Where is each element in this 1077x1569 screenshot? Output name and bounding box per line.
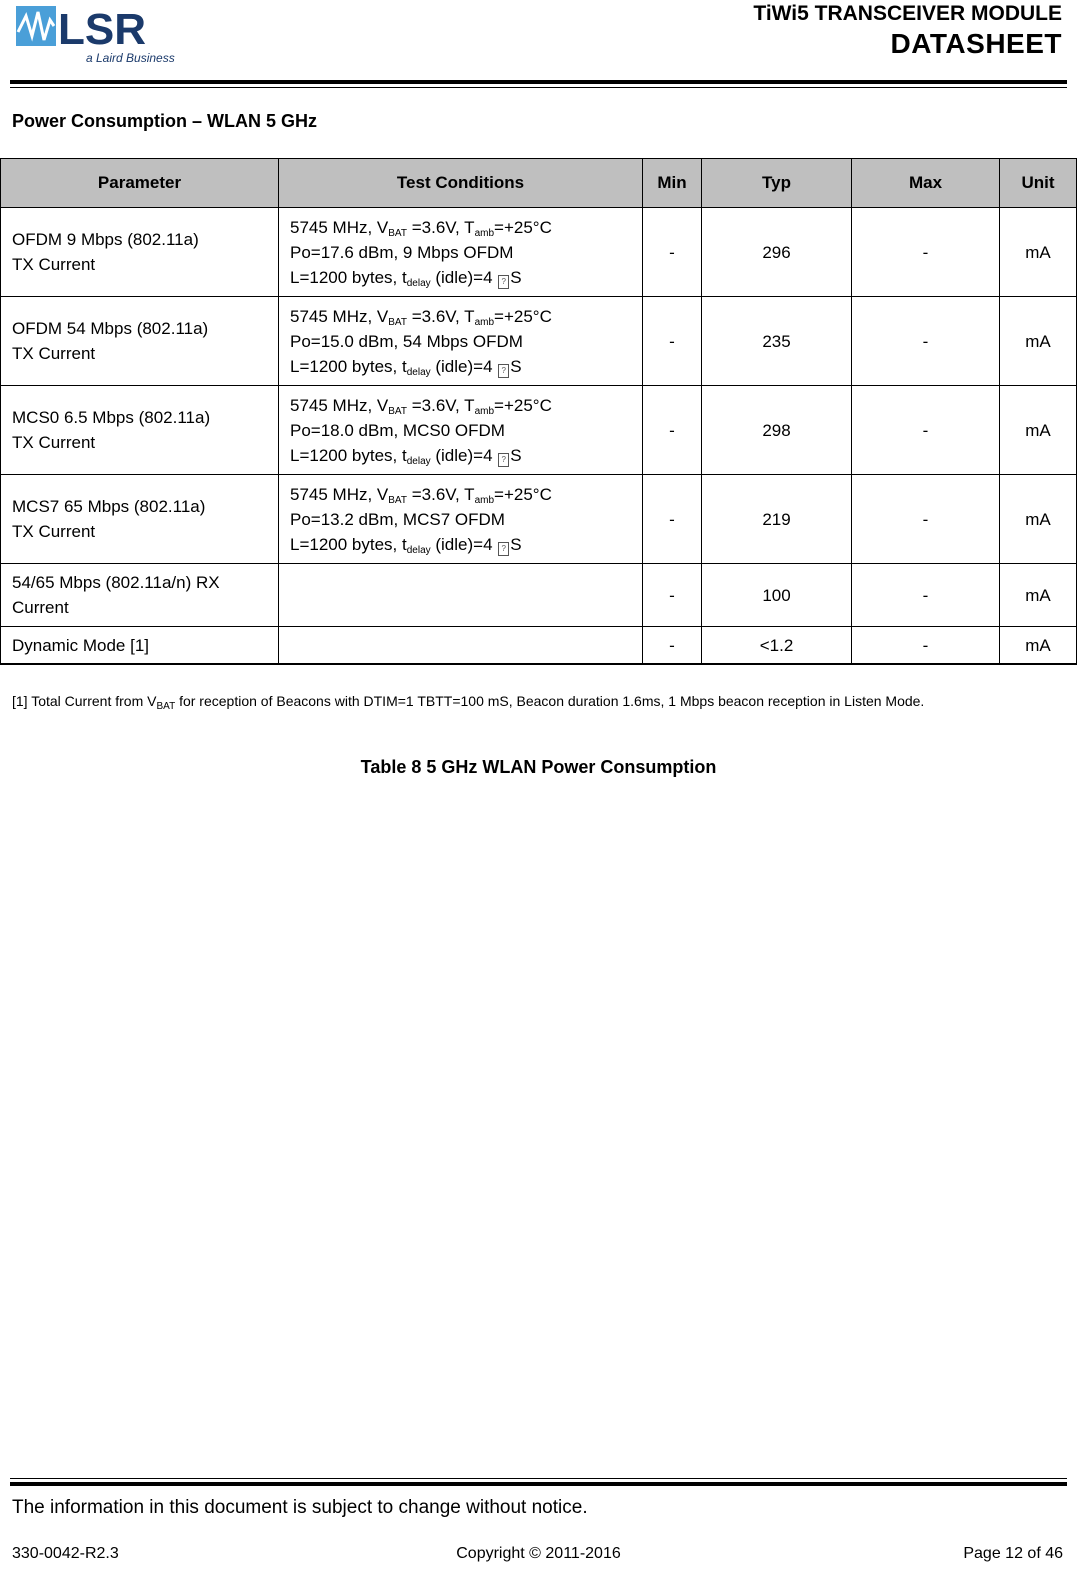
doc-number: 330-0042-R2.3 [12,1545,119,1562]
col-header-min: Min [643,159,702,208]
min-cell: - [643,297,702,386]
unit-cell: mA [1000,475,1077,564]
col-header-max: Max [852,159,1000,208]
conditions-cell: 5745 MHz, $V_{BAT} =3.6V$, $T_{amb}=+25^\circ C$ Po=15.0 dBm, 54 Mbps OFDM L=1200 bytes, $t_{delay}$ (idle)=4 ? S [279,297,643,386]
unit-cell: mA [1000,208,1077,297]
max-cell: - [852,564,1000,627]
conditions-cell [279,564,643,627]
product-name: TiWi5 TRANSCEIVER MODULE [753,2,1062,25]
unit-cell: mA [1000,627,1077,665]
conditions-cell: 5745 MHz, $V_{BAT} =3.6V$, $T_{amb}=+25^\circ C$ Po=13.2 dBm, MCS7 OFDM L=1200 bytes, $t_{delay}$ (idle)=4 ? S [279,475,643,564]
power-consumption-table [0,158,1077,665]
waveform-icon [16,6,56,46]
typ-cell: 298 [702,386,852,475]
col-header-parameter: Parameter [1,159,279,208]
col-header-unit: Unit [1000,159,1077,208]
unit-cell: mA [1000,564,1077,627]
change-notice: The information in this document is subject to change without notice. [12,1497,588,1518]
table-header-row [1,159,1077,208]
param-cell: Dynamic Mode [1] [1,627,279,665]
logo-tagline: a Laird Business [86,51,175,65]
table-row [1,297,1077,386]
param-cell: OFDM 54 Mbps (802.11a) TX Current [1,297,279,386]
conditions-cell: 5745 MHz, $V_{BAT} =3.6V$, $T_{amb}=+25^\circ C$ Po=17.6 dBm, 9 Mbps OFDM L=1200 bytes, $t_{delay}$ (idle)=4 ? S [279,208,643,297]
header-rule [10,80,1067,84]
max-cell: - [852,475,1000,564]
param-cell: OFDM 9 Mbps (802.11a) TX Current [1,208,279,297]
unit-cell: mA [1000,386,1077,475]
col-header-test-conditions: Test Conditions [279,159,643,208]
min-cell: - [643,564,702,627]
logo-wordmark: LSR [58,5,146,54]
min-cell: - [643,627,702,665]
unit-cell: mA [1000,297,1077,386]
min-cell: - [643,208,702,297]
max-cell: - [852,627,1000,665]
conditions-cell: 5745 MHz, $V_{BAT} =3.6V$, $T_{amb}=+25^\circ C$ Po=18.0 dBm, MCS0 OFDM L=1200 bytes, $t_{delay}$ (idle)=4 ? S [279,386,643,475]
missing-glyph-icon: ? [498,453,509,467]
lsr-logo [14,2,175,66]
table-row [1,564,1077,627]
missing-glyph-icon: ? [498,364,509,378]
min-cell: - [643,386,702,475]
table-row [1,475,1077,564]
document-header [753,2,1062,62]
table-row [1,208,1077,297]
missing-glyph-icon: ? [498,275,509,289]
page-number: Page 12 of 46 [963,1545,1063,1562]
table-row [1,627,1077,665]
section-title: Power Consumption – WLAN 5 GHz [12,111,318,131]
typ-cell: 235 [702,297,852,386]
conditions-cell [279,627,643,665]
doc-type: DATASHEET [890,28,1062,59]
header-rule-thin [10,87,1067,88]
table-caption: Table 8 5 GHz WLAN Power Consumption [360,757,717,777]
max-cell: - [852,208,1000,297]
footer-rule-thin [10,1478,1067,1479]
typ-cell: 219 [702,475,852,564]
missing-glyph-icon: ? [498,542,509,556]
col-header-typ: Typ [702,159,852,208]
max-cell: - [852,386,1000,475]
typ-cell: 100 [702,564,852,627]
param-cell: MCS0 6.5 Mbps (802.11a) TX Current [1,386,279,475]
footer-rule [10,1482,1067,1486]
table-row [1,386,1077,475]
table-footnote: [1] Total Current from $V_{BAT}$ for reception of Beacons with DTIM=1 TBTT=100 mS, Beacon duration 1.6ms, 1 Mbps beacon reception in Listen Mode. [12,693,925,712]
typ-cell: 296 [702,208,852,297]
min-cell: - [643,475,702,564]
max-cell: - [852,297,1000,386]
param-cell: 54/65 Mbps (802.11a/n) RX Current [1,564,279,627]
param-cell: MCS7 65 Mbps (802.11a) TX Current [1,475,279,564]
copyright: Copyright © 2011-2016 [456,1545,621,1562]
typ-cell: <1.2 [702,627,852,665]
